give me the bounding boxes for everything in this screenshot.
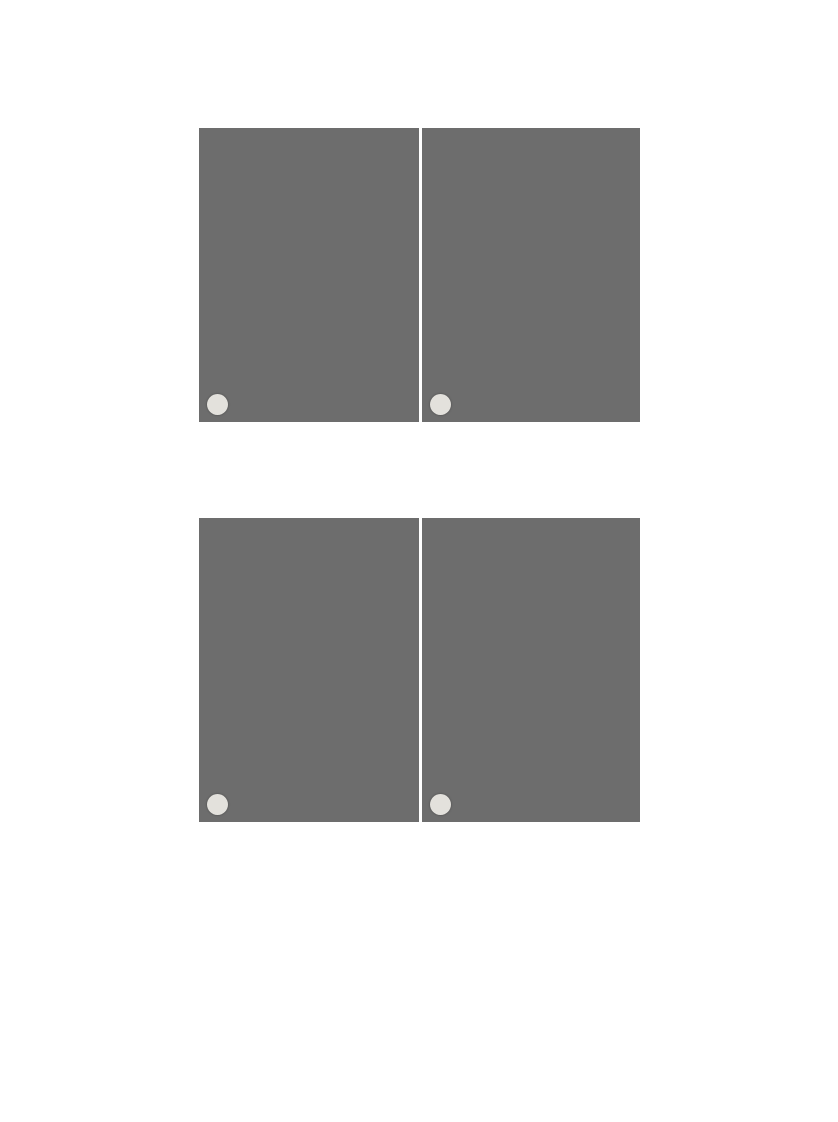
figure-4-panel-a-image xyxy=(199,128,419,422)
figure-4-panel-b xyxy=(422,128,640,422)
figure-5 xyxy=(199,518,640,822)
figure-4-panel-a xyxy=(199,128,419,422)
figure-5-panel-b-tag xyxy=(430,794,451,815)
figure-4-panel-b-image xyxy=(422,128,640,422)
figure-4-panels xyxy=(199,128,640,422)
figure-5-panels xyxy=(199,518,640,822)
figure-5-panel-a-image xyxy=(199,518,419,822)
figure-4-panel-b-tag xyxy=(430,394,451,415)
figure-4-panel-a-tag xyxy=(207,394,228,415)
figure-5-panel-a-tag xyxy=(207,794,228,815)
figure-4 xyxy=(199,128,640,422)
running-head xyxy=(78,58,760,94)
authors-and-page-block xyxy=(753,58,760,74)
figure-5-panel-b-image xyxy=(422,518,640,822)
figure-5-panel-a xyxy=(199,518,419,822)
figure-5-panel-b xyxy=(422,518,640,822)
